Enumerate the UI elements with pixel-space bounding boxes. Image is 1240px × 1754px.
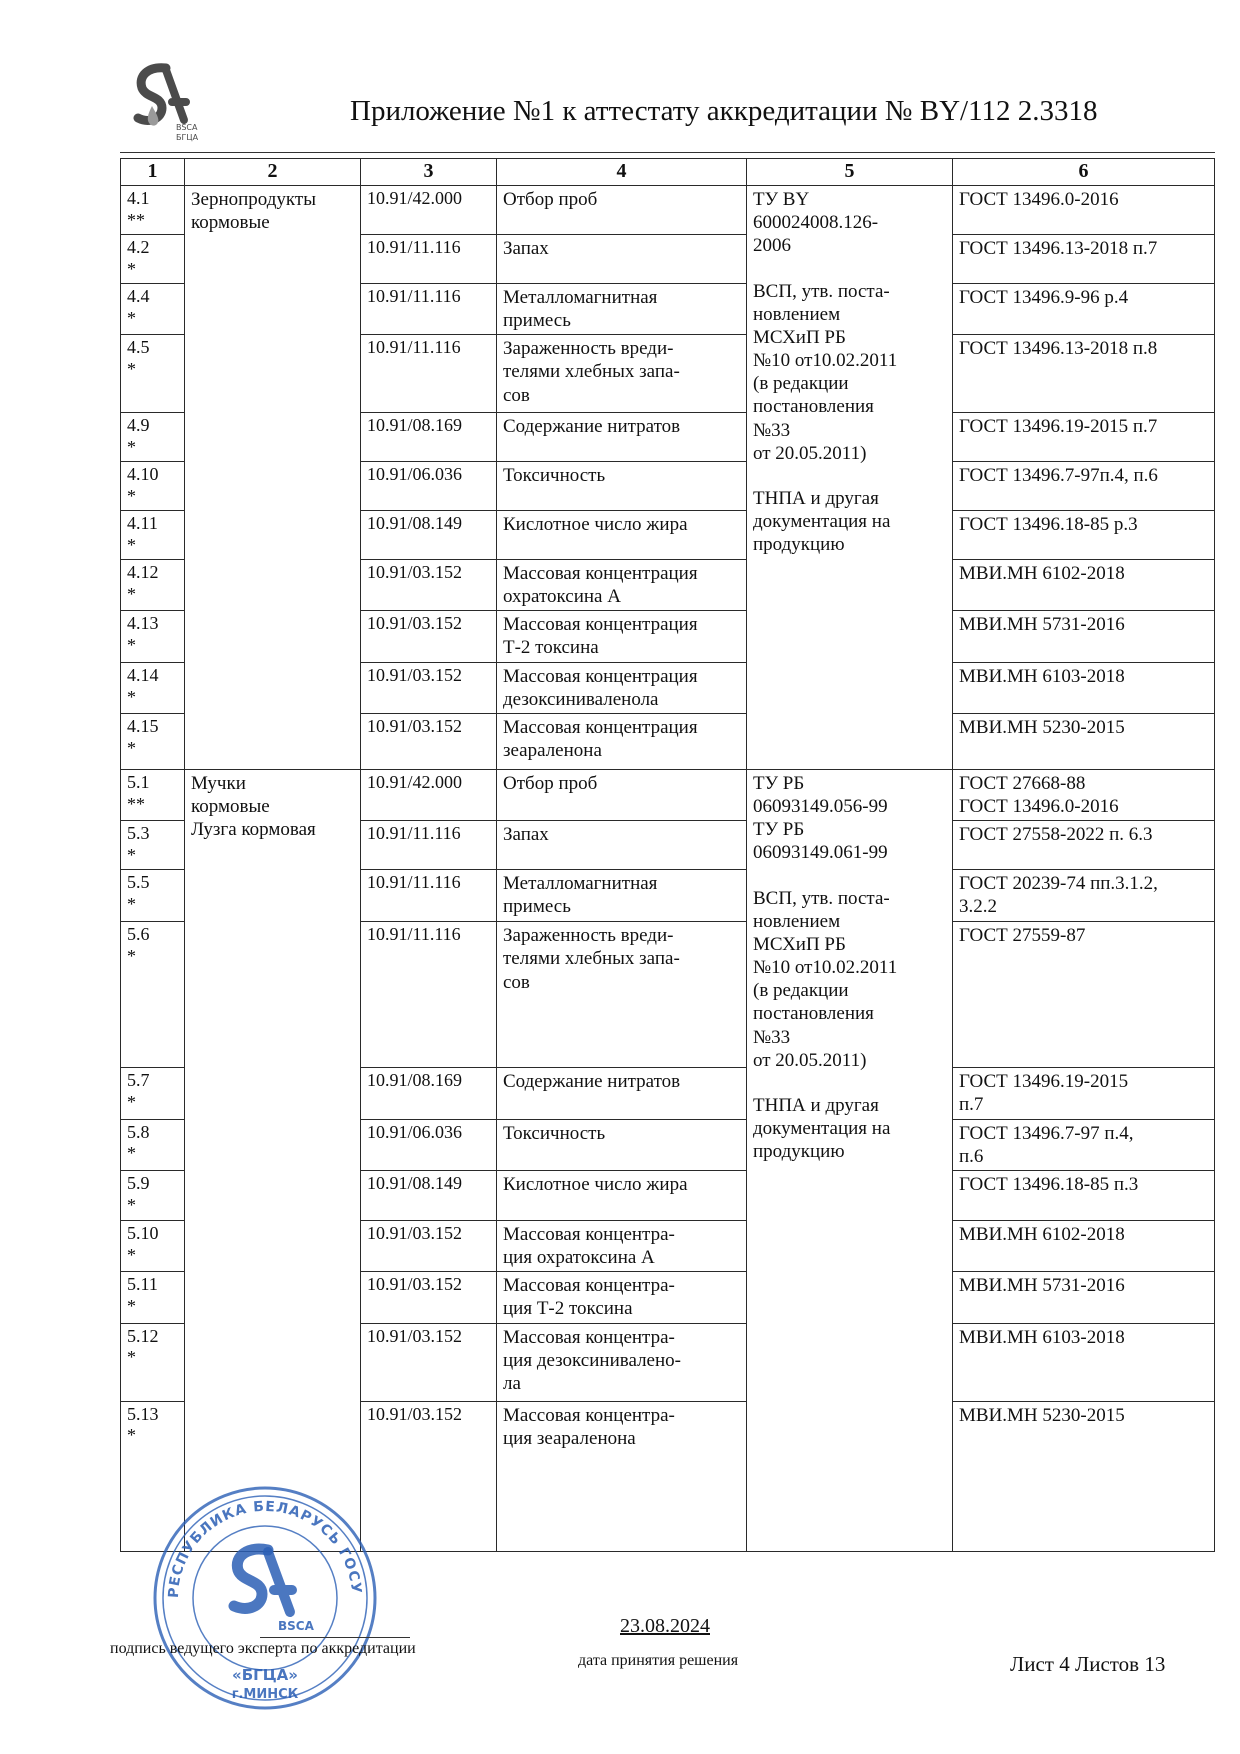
characteristic-line: Массовая концентрация: [503, 614, 698, 636]
row-number-line: 5.3: [127, 823, 150, 844]
characteristic-line: Кислотное число жира: [503, 513, 688, 535]
row-number-line: 4.5: [127, 337, 150, 358]
requirements-doc-line: ВСП, утв. поста-: [753, 280, 890, 302]
characteristic-line: дезоксиниваленола: [503, 688, 659, 710]
requirements-doc-cell: [747, 186, 953, 770]
method-cell: [953, 510, 1215, 559]
requirements-doc-line: №33: [753, 1026, 791, 1048]
method-line: МВИ.МН 5731-2016: [959, 614, 1125, 636]
column-header: 5: [747, 159, 953, 186]
code-cell: 10.91/42.000: [361, 769, 497, 820]
object-line: кормовые: [191, 212, 270, 234]
method-line: МВИ.МН 6102-2018: [959, 562, 1125, 584]
row-number: [121, 462, 185, 511]
requirements-doc-cell: [747, 769, 953, 1551]
requirements-doc-line: (в редакции: [753, 980, 849, 1002]
requirements-doc-line: новлением: [753, 910, 841, 932]
code-cell: 10.91/06.036: [361, 1119, 497, 1170]
characteristic-line: Массовая концентрация: [503, 562, 698, 584]
method-line: ГОСТ 13496.7-97п.4, п.6: [959, 465, 1158, 487]
row-number-line: 4.2: [127, 236, 150, 257]
code-cell: 10.91/06.036: [361, 462, 497, 511]
object-cell: [185, 769, 361, 1551]
row-number-line: 4.10: [127, 464, 159, 485]
column-header: 3: [361, 159, 497, 186]
characteristic-line: примесь: [503, 309, 571, 331]
row-number: [121, 413, 185, 462]
requirements-doc-block: [753, 1094, 948, 1164]
requirements-doc-block: [753, 188, 948, 258]
row-number-line: 5.10: [127, 1222, 159, 1243]
characteristic-line: ция охратоксина А: [503, 1247, 655, 1269]
characteristic-cell: [497, 1401, 747, 1551]
row-number-line: *: [127, 686, 136, 707]
code-cell: 10.91/08.169: [361, 1068, 497, 1119]
requirements-doc-line: МСХиП РБ: [753, 326, 846, 348]
requirements-doc-line: (в редакции: [753, 373, 849, 395]
row-number-line: 5.5: [127, 872, 150, 893]
method-line: ГОСТ 13496.19-2015: [959, 1071, 1129, 1093]
code-cell: 10.91/11.116: [361, 234, 497, 283]
characteristic-cell: [497, 870, 747, 922]
row-number-line: *: [127, 1425, 136, 1446]
characteristic-line: Запах: [503, 237, 549, 259]
characteristic-cell: [497, 922, 747, 1068]
signature-label: подпись ведущего эксперта по аккредитации: [110, 1640, 416, 1657]
column-header: 4: [497, 159, 747, 186]
table-row: [121, 769, 1215, 820]
row-number: [121, 283, 185, 334]
row-number-line: 4.11: [127, 512, 158, 533]
row-number: [121, 510, 185, 559]
row-number: [121, 186, 185, 235]
requirements-doc-line: ТНПА и другая: [753, 1094, 879, 1116]
requirements-doc-line: 06093149.061-99: [753, 842, 888, 864]
row-number-line: *: [127, 307, 136, 328]
requirements-doc-line: от 20.05.2011): [753, 1049, 867, 1071]
requirements-doc-line: документация на: [753, 1118, 891, 1140]
method-cell: [953, 870, 1215, 922]
code-cell: 10.91/11.116: [361, 870, 497, 922]
code-cell: 10.91/03.152: [361, 1272, 497, 1323]
characteristic-line: Массовая концентра-: [503, 1326, 675, 1348]
characteristic-cell: [497, 186, 747, 235]
header-row: [121, 159, 1215, 186]
row-number: [121, 559, 185, 610]
bsca-logo-icon: [132, 62, 202, 142]
requirements-doc-line: №10 от10.02.2011: [753, 957, 898, 979]
decision-date: 23.08.2024: [620, 1615, 710, 1637]
characteristic-cell: [497, 413, 747, 462]
characteristic-cell: [497, 510, 747, 559]
method-line: ГОСТ 13496.0-2016: [959, 796, 1119, 818]
row-number: [121, 870, 185, 922]
characteristic-line: Массовая концентра-: [503, 1275, 675, 1297]
row-number-line: 4.13: [127, 613, 159, 634]
code-cell: 10.91/42.000: [361, 186, 497, 235]
code-cell: 10.91/08.169: [361, 413, 497, 462]
characteristic-cell: [497, 821, 747, 870]
object-line: Лузга кормовая: [191, 819, 316, 841]
row-number: [121, 1323, 185, 1401]
requirements-doc-line: 06093149.056-99: [753, 796, 888, 818]
method-line: МВИ.МН 6103-2018: [959, 665, 1125, 687]
method-line: 3.2.2: [959, 896, 997, 918]
row-number-line: 4.15: [127, 715, 159, 736]
characteristic-line: сов: [503, 384, 530, 406]
method-cell: [953, 769, 1215, 820]
characteristic-line: Массовая концентра-: [503, 1223, 675, 1245]
characteristic-cell: [497, 234, 747, 283]
row-number-line: 4.1: [127, 188, 150, 208]
method-line: МВИ.МН 6102-2018: [959, 1223, 1125, 1245]
method-line: ГОСТ 13496.13-2018 п.8: [959, 338, 1158, 360]
method-line: ГОСТ 13496.0-2016: [959, 189, 1119, 210]
method-cell: [953, 1401, 1215, 1551]
row-number-line: 5.7: [127, 1070, 150, 1091]
method-line: ГОСТ 13496.19-2015 п.7: [959, 416, 1158, 438]
method-line: ГОСТ 13496.9-96 р.4: [959, 286, 1129, 308]
requirements-doc-line: постановления: [753, 1003, 874, 1025]
characteristic-line: Зараженность вреди-: [503, 338, 674, 360]
characteristic-line: Содержание нитратов: [503, 1071, 681, 1093]
method-cell: [953, 1068, 1215, 1119]
row-number-line: *: [127, 737, 136, 758]
signature-line: [260, 1637, 410, 1638]
characteristic-line: Отбор проб: [503, 189, 598, 210]
characteristic-cell: [497, 335, 747, 413]
requirements-doc-line: ТУ РБ: [753, 772, 805, 794]
requirements-doc-line: продукцию: [753, 1141, 845, 1163]
characteristic-line: Отбор проб: [503, 772, 598, 794]
characteristic-cell: [497, 713, 747, 769]
row-number-line: 4.9: [127, 415, 150, 436]
accreditation-logo: [132, 62, 202, 142]
characteristic-cell: [497, 662, 747, 713]
row-number-line: *: [127, 1092, 136, 1113]
row-number-line: 5.6: [127, 924, 150, 945]
row-number: [121, 234, 185, 283]
object-line: Мучки: [191, 772, 246, 794]
requirements-doc-line: продукцию: [753, 534, 845, 556]
method-cell: [953, 821, 1215, 870]
requirements-doc-line: 2006: [753, 235, 791, 257]
characteristic-line: ция зеараленона: [503, 1427, 636, 1449]
column-header: 6: [953, 159, 1215, 186]
decision-date-label: дата принятия решения: [578, 1652, 739, 1669]
requirements-doc-line: 600024008.126-: [753, 212, 879, 234]
characteristic-line: Металломагнитная: [503, 286, 658, 308]
method-line: ГОСТ 13496.18-85 р.3: [959, 513, 1138, 535]
title-rule: [120, 152, 1215, 153]
method-cell: [953, 559, 1215, 610]
row-number-line: *: [127, 258, 136, 279]
code-cell: 10.91/03.152: [361, 1220, 497, 1271]
logo-text-1: BSCA: [176, 123, 198, 132]
characteristic-cell: [497, 1220, 747, 1271]
characteristic-line: телями хлебных запа-: [503, 948, 680, 970]
characteristic-cell: [497, 1068, 747, 1119]
requirements-doc-line: №33: [753, 419, 791, 441]
stamp-city: г.МИНСК: [231, 1687, 299, 1702]
characteristic-line: Т-2 токсина: [503, 637, 599, 659]
method-cell: [953, 413, 1215, 462]
code-cell: 10.91/03.152: [361, 1323, 497, 1401]
row-number-line: *: [127, 534, 136, 555]
row-number: [121, 713, 185, 769]
method-line: ГОСТ 13496.7-97 п.4,: [959, 1122, 1134, 1144]
method-line: п.6: [959, 1145, 984, 1167]
characteristic-cell: [497, 611, 747, 662]
row-number-line: 5.11: [127, 1274, 158, 1295]
row-number: [121, 1272, 185, 1323]
characteristic-line: охратоксина А: [503, 586, 621, 608]
method-line: ГОСТ 27558-2022 п. 6.3: [959, 824, 1153, 846]
row-number-line: *: [127, 583, 136, 604]
characteristic-line: Токсичность: [503, 1122, 606, 1144]
code-cell: 10.91/03.152: [361, 611, 497, 662]
requirements-doc-block: [753, 887, 948, 1072]
code-cell: 10.91/03.152: [361, 662, 497, 713]
characteristic-line: ла: [503, 1372, 521, 1394]
code-cell: 10.91/11.116: [361, 922, 497, 1068]
characteristic-cell: [497, 1119, 747, 1170]
table-row: [121, 186, 1215, 235]
row-number-line: 4.4: [127, 285, 150, 306]
row-number-line: *: [127, 1143, 136, 1164]
row-number-line: *: [127, 1194, 136, 1215]
row-number: [121, 1119, 185, 1170]
stamp-seal-icon: [150, 1480, 380, 1715]
code-cell: 10.91/03.152: [361, 1401, 497, 1551]
accreditation-scope-table: [120, 158, 1215, 1552]
method-cell: [953, 335, 1215, 413]
characteristic-cell: [497, 1170, 747, 1220]
requirements-doc-line: ТНПА и другая: [753, 487, 879, 509]
code-cell: 10.91/08.149: [361, 510, 497, 559]
method-cell: [953, 662, 1215, 713]
characteristic-cell: [497, 769, 747, 820]
group-4-rows: [121, 186, 1215, 770]
row-number-line: *: [127, 437, 136, 458]
stamp-logo-text: BSCA: [278, 1619, 314, 1633]
method-line: п.7: [959, 1094, 984, 1116]
method-cell: [953, 234, 1215, 283]
sheet-number: Лист 4 Листов 13: [1010, 1652, 1166, 1676]
method-cell: [953, 186, 1215, 235]
row-number-line: *: [127, 486, 136, 507]
row-number-line: *: [127, 1296, 136, 1317]
requirements-doc-line: документация на: [753, 511, 891, 533]
characteristic-line: Металломагнитная: [503, 873, 658, 895]
row-number-line: **: [127, 793, 145, 814]
stamp-org: «БГЦА»: [232, 1666, 298, 1684]
row-number-line: 5.8: [127, 1121, 150, 1142]
row-number-line: *: [127, 635, 136, 656]
object-line: кормовые: [191, 796, 270, 818]
method-line: ГОСТ 13496.13-2018 п.7: [959, 237, 1158, 259]
requirements-doc-block: [753, 772, 948, 865]
row-number: [121, 1170, 185, 1220]
page-title: Приложение №1 к аттестату аккредитации № BY/112 2.3318: [350, 95, 1098, 127]
row-number-line: **: [127, 209, 145, 230]
method-line: ГОСТ 20239-74 пп.3.1.2,: [959, 873, 1158, 895]
row-number-line: *: [127, 1244, 136, 1265]
requirements-doc-line: ВСП, утв. поста-: [753, 887, 890, 909]
row-number-line: *: [127, 946, 136, 967]
method-cell: [953, 1170, 1215, 1220]
code-cell: 10.91/11.116: [361, 335, 497, 413]
code-cell: 10.91/11.116: [361, 283, 497, 334]
row-number: [121, 1220, 185, 1271]
official-stamp: [150, 1480, 380, 1715]
column-header: 2: [185, 159, 361, 186]
row-number: [121, 611, 185, 662]
row-number-line: 4.14: [127, 664, 159, 685]
characteristic-line: Запах: [503, 824, 549, 846]
code-cell: 10.91/08.149: [361, 1170, 497, 1220]
requirements-doc-block: [753, 487, 948, 557]
characteristic-line: Зараженность вреди-: [503, 925, 674, 947]
object-cell: [185, 186, 361, 770]
characteristic-line: ция Т-2 токсина: [503, 1298, 633, 1320]
row-number: [121, 922, 185, 1068]
row-number-line: 5.9: [127, 1172, 150, 1193]
row-number-line: 5.12: [127, 1325, 159, 1346]
characteristic-line: Массовая концентра-: [503, 1404, 675, 1426]
row-number: [121, 1068, 185, 1119]
characteristic-cell: [497, 1272, 747, 1323]
method-cell: [953, 713, 1215, 769]
row-number-line: *: [127, 359, 136, 380]
row-number: [121, 662, 185, 713]
characteristic-line: Массовая концентрация: [503, 665, 698, 687]
requirements-doc-line: постановления: [753, 396, 874, 418]
code-cell: 10.91/11.116: [361, 821, 497, 870]
characteristic-line: сов: [503, 971, 530, 993]
method-line: ГОСТ 27559-87: [959, 925, 1086, 947]
method-cell: [953, 283, 1215, 334]
code-cell: 10.91/03.152: [361, 713, 497, 769]
row-number: [121, 821, 185, 870]
characteristic-cell: [497, 559, 747, 610]
characteristic-line: Токсичность: [503, 465, 606, 487]
stamp-ring-text: РЕСПУБЛИКА БЕЛАРУСЬ ГОСУ: [165, 1498, 365, 1599]
characteristic-line: ция дезоксинивалено-: [503, 1349, 681, 1371]
method-cell: [953, 611, 1215, 662]
object-line: Зернопродукты: [191, 189, 316, 210]
requirements-doc-line: ТУ BY: [753, 189, 810, 210]
row-number-line: 4.12: [127, 561, 159, 582]
method-cell: [953, 1220, 1215, 1271]
characteristic-line: телями хлебных запа-: [503, 361, 680, 383]
characteristic-line: Содержание нитратов: [503, 416, 681, 438]
method-cell: [953, 922, 1215, 1068]
row-number-line: *: [127, 845, 136, 866]
method-line: МВИ.МН 5230-2015: [959, 716, 1125, 738]
method-cell: [953, 1272, 1215, 1323]
method-line: ГОСТ 13496.18-85 п.3: [959, 1173, 1139, 1195]
code-cell: 10.91/03.152: [361, 559, 497, 610]
logo-text-2: БГЦА: [176, 133, 199, 142]
requirements-doc-line: новлением: [753, 303, 841, 325]
characteristic-cell: [497, 1323, 747, 1401]
method-cell: [953, 462, 1215, 511]
row-number-line: 5.13: [127, 1403, 159, 1424]
method-line: ГОСТ 27668-88: [959, 772, 1086, 794]
row-number-line: *: [127, 894, 136, 915]
requirements-doc-line: №10 от10.02.2011: [753, 350, 898, 372]
requirements-doc-line: ТУ РБ: [753, 819, 805, 841]
characteristic-line: примесь: [503, 896, 571, 918]
method-line: МВИ.МН 5731-2016: [959, 1275, 1125, 1297]
row-number-line: *: [127, 1347, 136, 1368]
characteristic-cell: [497, 283, 747, 334]
method-cell: [953, 1323, 1215, 1401]
row-number: [121, 335, 185, 413]
row-number-line: 5.1: [127, 771, 150, 792]
method-line: МВИ.МН 6103-2018: [959, 1326, 1125, 1348]
characteristic-line: Кислотное число жира: [503, 1173, 688, 1195]
method-cell: [953, 1119, 1215, 1170]
method-line: МВИ.МН 5230-2015: [959, 1404, 1125, 1426]
column-header: 1: [121, 159, 185, 186]
group-5-rows: [121, 769, 1215, 1551]
requirements-doc-block: [753, 280, 948, 465]
characteristic-line: Массовая концентрация: [503, 716, 698, 738]
requirements-doc-line: от 20.05.2011): [753, 442, 867, 464]
characteristic-line: зеараленона: [503, 740, 602, 762]
characteristic-cell: [497, 462, 747, 511]
requirements-doc-line: МСХиП РБ: [753, 933, 846, 955]
row-number: [121, 769, 185, 820]
